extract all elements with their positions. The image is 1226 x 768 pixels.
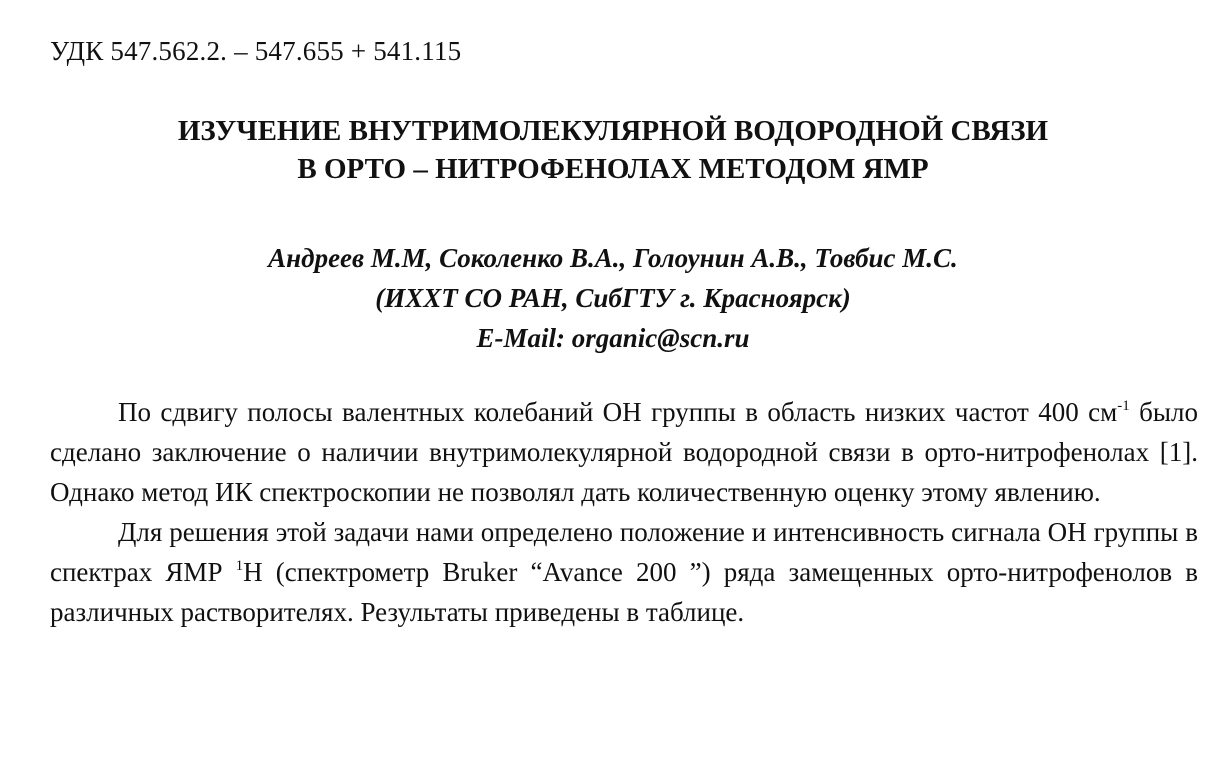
author-list: Андреев М.М, Соколенко В.А., Голоунин А.В., Товбис М.С. <box>268 243 958 273</box>
article-title <box>0 112 1226 188</box>
email-address: E-Mail: organic@scn.ru <box>476 323 750 353</box>
paragraph-2-superscript: 1 <box>235 558 244 574</box>
paragraph-1-superscript: -1 <box>1117 398 1130 414</box>
udk-code: УДК 547.562.2. – 547.655 + 541.115 <box>50 36 462 66</box>
paragraph-1-text-b: было сделано заключение о наличии внутримолекулярной водородной связи в орто-нитрофенолах [1]. Однако метод ИК спектроскопии не позволял дать количественную оценку этому явлению. <box>50 397 1198 507</box>
title-line-1: ИЗУЧЕНИЕ ВНУТРИМОЛЕКУЛЯРНОЙ ВОДОРОДНОЙ СВЯЗИ <box>177 115 1049 147</box>
paragraph-1-text-a: По сдвигу полосы валентных колебаний ОН группы в область низких частот 400 см <box>118 397 1118 427</box>
authors-block <box>0 238 1226 358</box>
body-text <box>50 392 1198 632</box>
paragraph-1 <box>50 392 1198 512</box>
title-line-2: В ОРТО – НИТРОФЕНОЛАХ МЕТОДОМ ЯМР <box>297 153 929 185</box>
paragraph-2-text-b: Н (спектрометр Bruker “Avance 200 ”) ряда замещенных орто-нитрофенолов в различных растворителях. Результаты приведены в таблице. <box>50 557 1198 627</box>
paragraph-2 <box>50 512 1198 632</box>
affiliation: (ИХХТ СО РАН, СибГТУ г. Красноярск) <box>375 283 851 313</box>
paragraph-2-text-a: Для решения этой задачи нами определено положение и интенсивность сигнала ОН группы в спектрах ЯМР <box>50 517 1198 587</box>
